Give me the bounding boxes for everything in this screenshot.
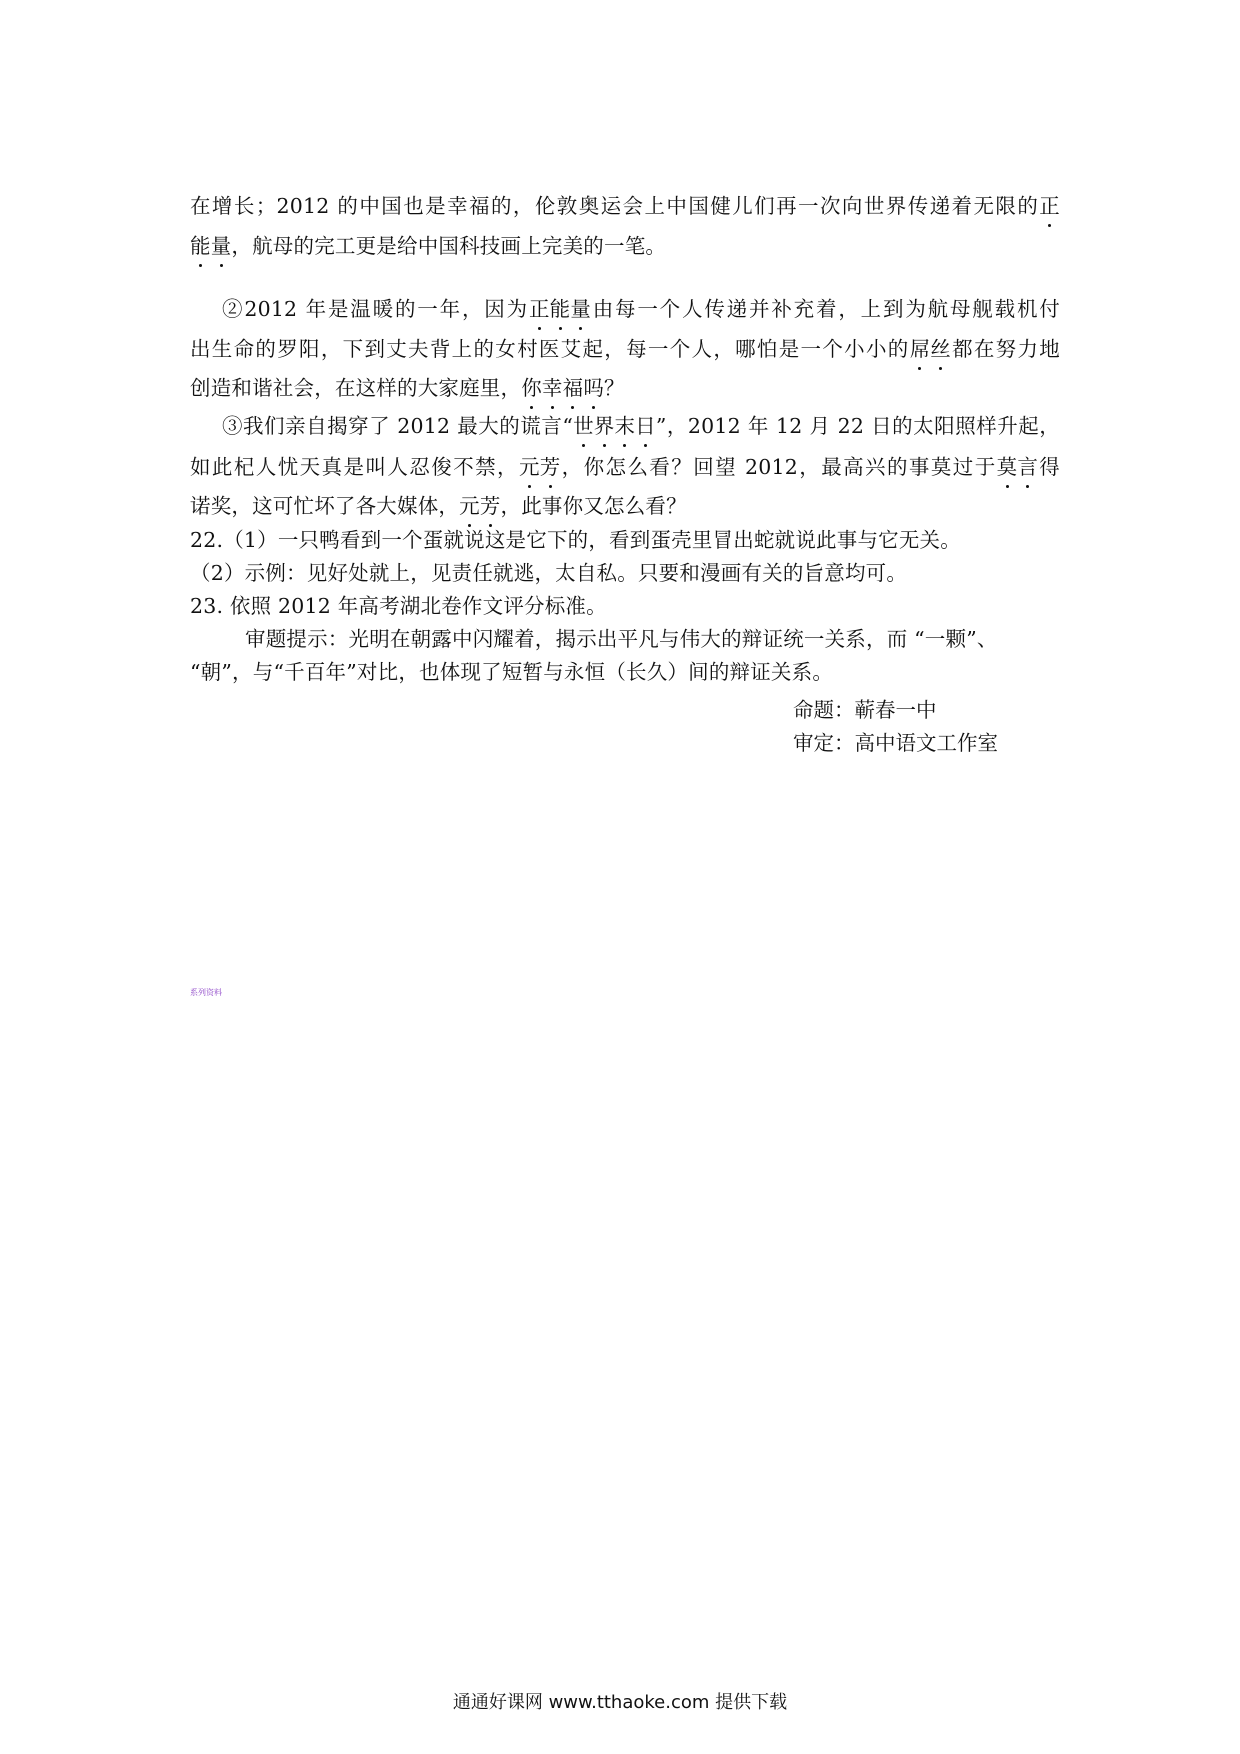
review-hint-line-1: 审题提示：光明在朝露中闪耀着，揭示出平凡与伟大的辩证统一关系，而 “一颗”、 [245, 627, 998, 651]
proposer-credit: 命题：蕲春一中 [793, 698, 937, 722]
reviewer-credit: 审定：高中语文工作室 [793, 731, 998, 755]
answer-22-part-1: 22.（1）一只鸭看到一个蛋就说这是它下的，看到蛋壳里冒出蛇就说此事与它无关。 [190, 528, 961, 552]
paragraph-3-line-1: ③我们亲自揭穿了 2012 最大的谎言“世界末日”，2012 年 12 月 22 日的太阳照样升起， [222, 414, 1060, 438]
page-footer: 通通好课网 www.tthaoke.com 提供下载 [452, 1692, 788, 1713]
paragraph-3-line-3: 诺奖，这可忙坏了各大媒体，元芳，此事你又怎么看？ [190, 494, 687, 518]
paragraph-2-line-1: ②2012 年是温暖的一年，因为正能量由每一个人传递并补充着，上到为航母舰载机付 [222, 297, 1060, 321]
paragraph-1-line-2: 能量，航母的完工更是给中国科技画上完美的一笔。 [190, 234, 667, 258]
review-hint-line-2: “朝”，与“千百年”对比，也体现了短暂与永恒（长久）间的辩证关系。 [190, 660, 834, 684]
paragraph-2-line-2: 出生命的罗阳，下到丈夫背上的女村医艾起，每一个人，哪怕是一个小小的屌丝都在努力地 [190, 337, 1060, 361]
paragraph-2-line-3: 创造和谐社会，在这样的大家庭里，你幸福吗？ [190, 376, 625, 400]
watermark-label: 系列资料 [190, 988, 222, 997]
answer-23: 23. 依照 2012 年高考湖北卷作文评分标准。 [190, 594, 607, 618]
answer-22-part-2: （2）示例：见好处就上，见责任就逃，太自私。只要和漫画有关的旨意均可。 [190, 561, 908, 585]
paragraph-3-line-2: 如此杞人忧天真是叫人忍俊不禁，元芳，你怎么看？回望 2012，最高兴的事莫过于莫言得 [190, 455, 1060, 479]
paragraph-1-line-1: 在增长；2012 的中国也是幸福的，伦敦奥运会上中国健儿们再一次向世界传递着无限的正 [190, 194, 1060, 218]
